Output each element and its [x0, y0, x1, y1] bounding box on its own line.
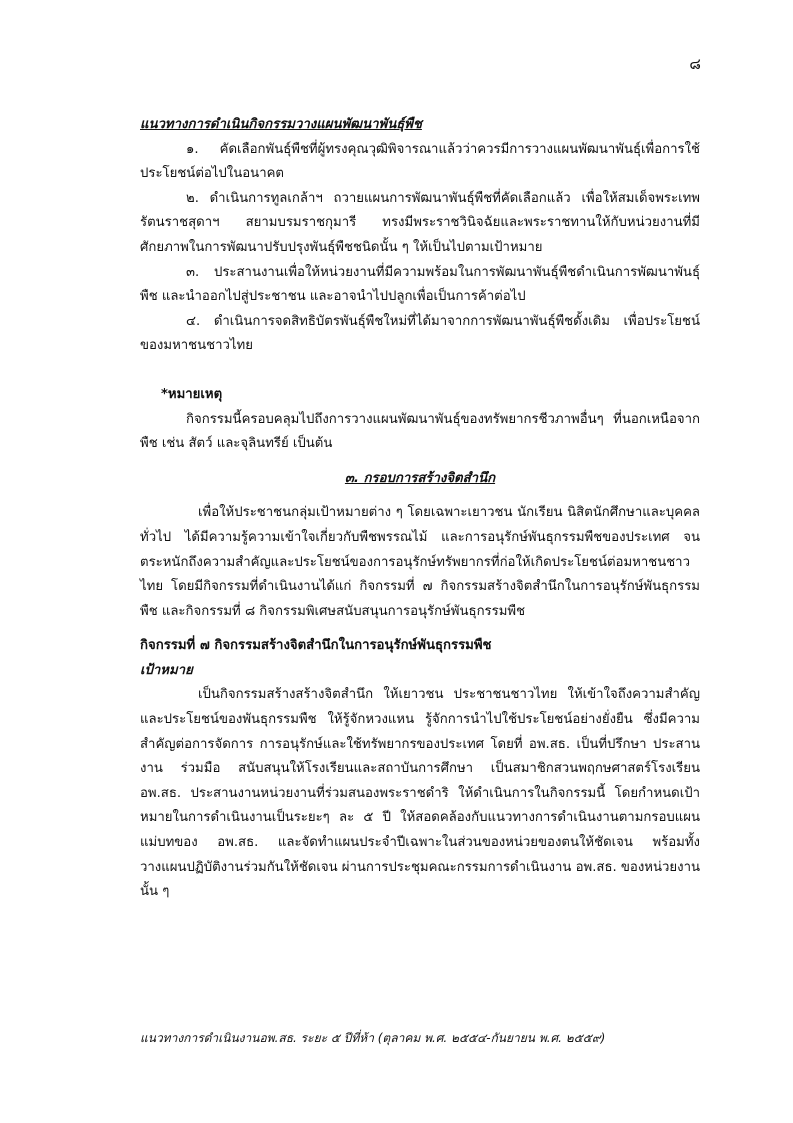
page-number: ๘: [689, 55, 701, 73]
list-item: ๓. ประสานงานเพื่อให้หน่วยงานที่มีความพร้อมในการพัฒนาพันธุ์พืชดำเนินการพัฒนาพันธุ์พืช และนำออกไปสู่ประชาชน และอาจนำไปปลูกเพื่อเป็นการค้าต่อไป: [140, 264, 700, 305]
activity-7-title: กิจกรรมที่ ๗ กิจกรรมสร้างจิตสำนึกในการอนุรักษ์พันธุกรรมพืช: [140, 638, 492, 654]
activity-7-paragraph: เป็นกิจกรรมสร้างสร้างจิตสำนึก ให้เยาวชน ประชาชนชาวไทย ให้เข้าใจถึงความสำคัญและประโยชน์ของพันธุกรรมพืช ให้รู้จักหวงแหน รู้จักการนำไปใช้ประโยชน์อย่างยั่งยืน ซึ่งมีความสำคัญต่อการจัดการ การอนุรักษ์และใช้ทรัพยากรของประเทศ โดยที่ อพ.สธ. เป็นที่ปรึกษา ประสานงาน ร่วมมือ สนับสนุนให้โรงเรียนและสถาบันการศึกษา เป็นสมาชิกสวนพฤกษศาสตร์โรงเรียน อพ.สธ. ประสานงานหน่วยงานที่ร่วมสนองพระราชดำริ ให้ดำเนินการในกิจกรรมนี้ โดยกำหนดเป้าหมายในการดำเนินงานเป็นระยะๆ ละ ๕ ปี ให้สอดคล้องกับแนวทางการดำเนินงานตามกรอบแผนแม่บทของ อพ.สธ. และจัดทำแผนประจำปีเฉพาะในส่วนของหน่วยของตนให้ชัดเจน พร้อมทั้งวางแผนปฏิบัติงานร่วมกันให้ชัดเจน ผ่านการประชุมคณะกรรมการดำเนินงาน อพ.สธ. ของหน่วยงานนั้น ๆ: [140, 687, 700, 900]
note-text: กิจกรรมนี้ครอบคลุมไปถึงการวางแผนพัฒนาพันธุ์ของทรัพยากรชีวภาพอื่นๆ ที่นอกเหนือจากพืช เช่น สัตว์ และจุลินทรีย์ เป็นต้น: [140, 411, 700, 452]
section-title-plant-development: แนวทางการดำเนินกิจกรรมวางแผนพัฒนาพันธุ์พืช: [140, 117, 422, 132]
awareness-paragraph: เพื่อให้ประชาชนกลุ่มเป้าหมายต่าง ๆ โดยเฉพาะเยาวชน นักเรียน นิสิตนักศึกษาและบุคคลทั่วไป ได้มีความรู้ความเข้าใจเกี่ยวกับพืชพรรณไม้ และการอนุรักษ์พันธุกรรมพืชของประเทศ จนตระหนักถึงความสำคัญและประโยชน์ของการอนุรักษ์ทรัพยากรที่ก่อให้เกิดประโยชน์ต่อมหาชนชาวไทย โดยมีกิจกรรมที่ดำเนินงานได้แก่ กิจกรรมที่ ๗ กิจกรรมสร้างจิตสำนึกในการอนุรักษ์พันธุกรรมพืช และกิจกรรมที่ ๘ กิจกรรมพิเศษสนับสนุนการอนุรักษ์พันธุกรรมพืช: [140, 505, 700, 619]
list-item: ๔. ดำเนินการจดสิทธิบัตรพันธุ์พืชใหม่ที่ได้มาจากการพัฒนาพันธุ์พืชดั้งเดิม เพื่อประโยชน์ของมหาชนชาวไทย: [140, 313, 700, 354]
list-item: ๒. ดำเนินการทูลเกล้าฯ ถวายแผนการพัฒนาพันธุ์พืชที่คัดเลือกแล้ว เพื่อให้สมเด็จพระเทพรัตนราชสุดาฯ สยามบรมราชกุมารี ทรงมีพระราชวินิจฉัยและพระราชทานให้กับหน่วยงานที่มีศักยภาพในการพัฒนาปรับปรุงพันธุ์พืชชนิดนั้น ๆ ให้เป็นไปตามเป้าหมาย: [140, 190, 700, 255]
note-title: *หมายเหตุ: [161, 386, 223, 402]
list-item: ๑. คัดเลือกพันธุ์พืชที่ผู้ทรงคุณวุฒิพิจารณาแล้วว่าควรมีการวางแผนพัฒนาพันธุ์เพื่อการใช้ประโยชน์ต่อไปในอนาคต: [140, 141, 700, 182]
goal-label: เป้าหมาย: [140, 662, 193, 678]
document-body: [140, 113, 700, 905]
page-footer: แนวทางการดำเนินงานอพ.สธ. ระยะ ๕ ปีที่ห้า (ตุลาคม พ.ศ. ๒๕๕๔-กันยายน พ.ศ. ๒๕๕๙): [140, 1031, 606, 1045]
section-heading-awareness: ๓. กรอบการสร้างจิตสำนึก: [344, 470, 496, 486]
